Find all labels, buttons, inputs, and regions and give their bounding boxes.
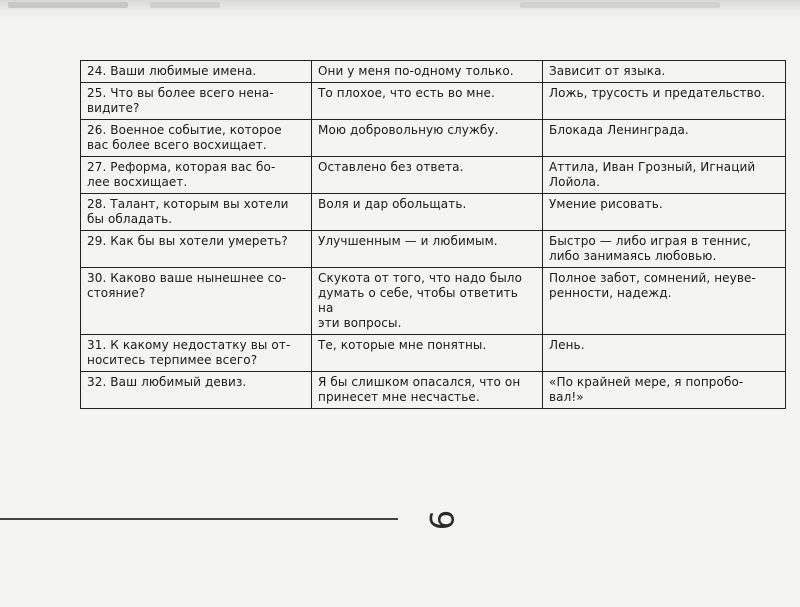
- answer-author-cell: Аттила, Иван Грозный, Игнаций Лойола.: [543, 157, 786, 194]
- answer-author-cell: «По крайней мере, я попробо- вал!»: [543, 372, 786, 409]
- answer-author-cell: Полное забот, сомнений, неуве- ренности, надежд.: [543, 268, 786, 335]
- scan-artifact: [8, 2, 128, 8]
- table-row: [81, 83, 786, 120]
- question-cell: 25. Что вы более всего нена- видите?: [81, 83, 312, 120]
- answer-author-cell: Блокада Ленинграда.: [543, 120, 786, 157]
- table-row: [81, 372, 786, 409]
- table-row: [81, 194, 786, 231]
- question-cell: 24. Ваши любимые имена.: [81, 61, 312, 83]
- answer-author-cell: Ложь, трусость и предательство.: [543, 83, 786, 120]
- answer-proust-cell: Мою добровольную службу.: [312, 120, 543, 157]
- answer-proust-cell: Я бы слишком опасался, что он принесет мне несчастье.: [312, 372, 543, 409]
- answer-author-cell: Быстро — либо играя в теннис, либо занимаясь любовью.: [543, 231, 786, 268]
- scan-top-edge: [0, 0, 800, 22]
- questionnaire-table: [80, 60, 786, 409]
- footer-rule: [0, 518, 398, 520]
- question-cell: 31. К какому недостатку вы от- носитесь терпимее всего?: [81, 335, 312, 372]
- answer-proust-cell: То плохое, что есть во мне.: [312, 83, 543, 120]
- answer-author-cell: Лень.: [543, 335, 786, 372]
- table-row: [81, 268, 786, 335]
- answer-proust-cell: Улучшенным — и любимым.: [312, 231, 543, 268]
- answer-proust-cell: Они у меня по-одному только.: [312, 61, 543, 83]
- table-row: [81, 157, 786, 194]
- page-number: 9: [422, 509, 460, 531]
- table-row: [81, 231, 786, 268]
- table-row: [81, 61, 786, 83]
- scan-artifact: [150, 2, 220, 8]
- question-cell: 30. Каково ваше нынешнее со- стояние?: [81, 268, 312, 335]
- answer-proust-cell: Те, которые мне понятны.: [312, 335, 543, 372]
- answer-proust-cell: Воля и дар обольщать.: [312, 194, 543, 231]
- question-cell: 28. Талант, которым вы хотели бы обладать.: [81, 194, 312, 231]
- table-row: [81, 120, 786, 157]
- scan-artifact: [520, 2, 720, 8]
- answer-proust-cell: Оставлено без ответа.: [312, 157, 543, 194]
- answer-proust-cell: Скукота от того, что надо было думать о себе, чтобы ответить на эти вопросы.: [312, 268, 543, 335]
- question-cell: 26. Военное событие, которое вас более всего восхищает.: [81, 120, 312, 157]
- table-row: [81, 335, 786, 372]
- question-cell: 29. Как бы вы хотели умереть?: [81, 231, 312, 268]
- answer-author-cell: Зависит от языка.: [543, 61, 786, 83]
- question-cell: 32. Ваш любимый девиз.: [81, 372, 312, 409]
- question-cell: 27. Реформа, которая вас бо- лее восхищает.: [81, 157, 312, 194]
- answer-author-cell: Умение рисовать.: [543, 194, 786, 231]
